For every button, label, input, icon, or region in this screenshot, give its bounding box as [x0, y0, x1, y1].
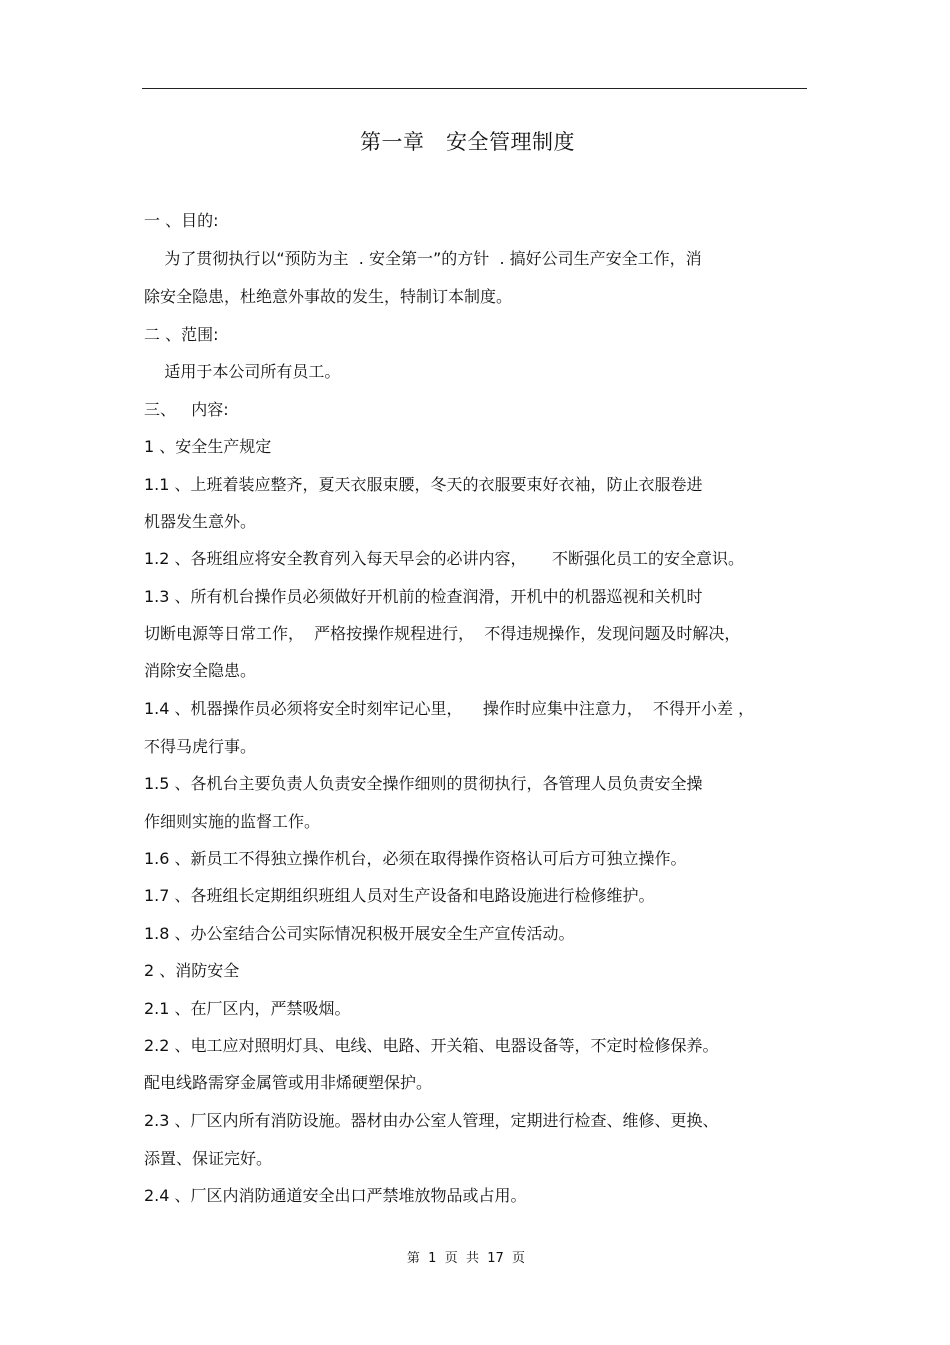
- text-line: 除安全隐患，杜绝意外事故的发生，特制订本制度。: [144, 287, 513, 306]
- page-number: 第 1 页 共 17 页: [406, 1251, 526, 1266]
- text-line: 2.3 、厂区内所有消防设施。器材由办公室人管理，定期进行检查、维修、更换、: [144, 1111, 719, 1130]
- text-line: 二 、范围:: [144, 325, 219, 344]
- text-line: 配电线路需穿金属管或用非烯硬塑保护。: [144, 1073, 433, 1092]
- text-line: 一 、目的:: [144, 211, 219, 230]
- text-line: 1 、安全生产规定: [144, 437, 272, 456]
- text-line: 1.6 、新员工不得独立操作机台，必须在取得操作资格认可后方可独立操作。: [144, 849, 687, 868]
- text-line: 1.4 、机器操作员必须将安全时刻牢记心里， 操作时应集中注意力， 不得开小差 ，: [144, 699, 755, 718]
- text-line: 适用于本公司所有员工。: [144, 362, 341, 381]
- text-line: 作细则实施的监督工作。: [144, 812, 321, 831]
- text-line: 2.4 、厂区内消防通道安全出口严禁堆放物品或占用。: [144, 1186, 527, 1205]
- text-line: 1.5 、各机台主要负责人负责安全操作细则的贯彻执行，各管理人员负责安全操: [144, 774, 703, 793]
- text-line: 切断电源等日常工作， 严格按操作规程进行， 不得违规操作，发现问题及时解决，: [144, 624, 741, 643]
- header-rule: [142, 88, 807, 89]
- text-line: 消除安全隐患。: [144, 661, 257, 680]
- text-line: 三、 内容:: [144, 400, 229, 419]
- text-line: 1.8 、办公室结合公司实际情况积极开展安全生产宣传活动。: [144, 924, 575, 943]
- text-line: 2 、消防安全: [144, 961, 240, 980]
- text-line: 1.2 、各班组应将安全教育列入每天早会的必讲内容， 不断强化员工的安全意识。: [144, 549, 744, 568]
- text-line: 为了贯彻执行以“预防为主 . 安全第一”的方针 . 搞好公司生产安全工作，消: [144, 249, 702, 268]
- text-line: 2.1 、在厂区内，严禁吸烟。: [144, 999, 351, 1018]
- text-line: 不得马虎行事。: [144, 737, 257, 756]
- text-line: 1.3 、所有机台操作员必须做好开机前的检查润滑，开机中的机器巡视和关机时: [144, 587, 703, 606]
- text-line: 机器发生意外。: [144, 512, 257, 531]
- text-line: 1.1 、上班着装应整齐，夏天衣服束腰，冬天的衣服要束好衣袖，防止衣服卷进: [144, 475, 703, 494]
- text-line: 添置、保证完好。: [144, 1149, 273, 1168]
- text-line: 2.2 、电工应对照明灯具、电线、电路、开关箱、电器设备等，不定时检修保养。: [144, 1036, 719, 1055]
- text-line: 1.7 、各班组长定期组织班组人员对生产设备和电路设施进行检修维护。: [144, 886, 655, 905]
- chapter-title: 第一章 安全管理制度: [360, 130, 575, 154]
